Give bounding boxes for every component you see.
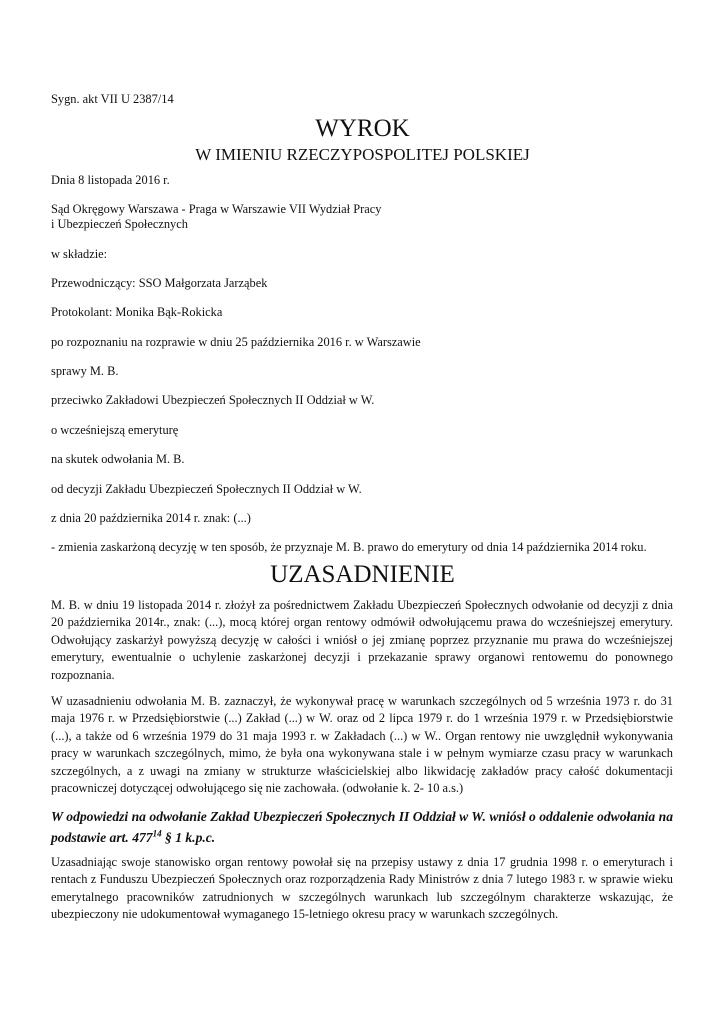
verdict-title: WYROK bbox=[315, 115, 410, 142]
ruling: - zmienia zaskarżoną decyzję w ten sposób, że przyznaje M. B. prawo do emerytury od dnia 14 października 2014 roku. bbox=[51, 540, 647, 554]
justification-paragraph-3 bbox=[51, 806, 673, 848]
court-clerk: Protokolant: Monika Bąk-Rokicka bbox=[51, 305, 223, 319]
case-signature: Sygn. akt VII U 2387/14 bbox=[51, 92, 174, 106]
case-subject: o wcześniejszą emeryturę bbox=[51, 423, 179, 437]
decision-source: od decyzji Zakładu Ubezpieczeń Społecznych II Oddział w W. bbox=[51, 482, 362, 496]
justification-paragraph-4: Uzasadniając swoje stanowisko organ rentowy powołał się na przepisy ustawy z dnia 17 grudnia 1998 r. o emeryturach i rentach z Funduszu Ubezpieczeń Społecznych oraz rozporządzenia Rady Ministrów z dnia 7 lutego 1983 r. w sprawie wieku emerytalnego pracowników zatrudnionych w szczególnych warunkach lub szczególnym charakterze wskazując, że ubezpieczony nie udokumentował wymaganego 15-letniego okresu pracy w warunkach szczególnych. bbox=[51, 855, 673, 922]
justification-paragraph-1: M. B. w dniu 19 listopada 2014 r. złożył za pośrednictwem Zakładu Ubezpieczeń Społecznych odwołanie od decyzji z dnia 20 października 2014r., znak: (...), mocą której organ rentowy odmówił odwołującemu prawa do wcześniejszej emerytury. Odwołujący zaskarżył powyższą decyzję w całości i wniósł o jej zmianę poprzez przyznanie mu prawa do wcześniejszej emerytury, ewentualnie o uchylenie zaskarżonej decyzji i przekazanie sprawy organowi rentowemu do ponownego rozpoznania. bbox=[51, 598, 673, 682]
court-name-line1: Sąd Okręgowy Warszawa - Praga w Warszawie VII Wydział Pracy bbox=[51, 202, 382, 216]
case-party: sprawy M. B. bbox=[51, 364, 119, 378]
paragraph-3-tail: § 1 k.p.c. bbox=[161, 830, 216, 845]
chairperson: Przewodniczący: SSO Małgorzata Jarząbek bbox=[51, 276, 268, 290]
court-name-line2: i Ubezpieczeń Społecznych bbox=[51, 217, 188, 231]
paragraph-3-text: W odpowiedzi na odwołanie Zakład Ubezpieczeń Społecznych II Oddział w W. wniósł o oddalenie odwołania na podstawie art. 477 bbox=[51, 809, 673, 845]
composition-label: w składzie: bbox=[51, 247, 108, 261]
article-superscript: 14 bbox=[152, 828, 162, 839]
hearing-info: po rozpoznaniu na rozprawie w dniu 25 października 2016 r. w Warszawie bbox=[51, 335, 421, 349]
appeal-info: na skutek odwołania M. B. bbox=[51, 452, 185, 466]
justification-title: UZASADNIENIE bbox=[270, 561, 455, 588]
verdict-subtitle: W IMIENIU RZECZYPOSPOLITEJ POLSKIEJ bbox=[195, 145, 530, 164]
justification-paragraph-2: W uzasadnieniu odwołania M. B. zaznaczył, że wykonywał pracę w warunkach szczególnych od 5 września 1973 r. do 31 maja 1976 r. w Przedsiębiorstwie (...) Zakład (...) w W. oraz od 2 lipca 1979 r. do 1 września 1979 r. w Przedsiębiorstwie (...), a także od 6 września 1979 do 31 maja 1993 r. w Zakładach (...) w W.. Organ rentowy nie uwzględnił wykonywania pracy w warunkach szczególnych, mimo, że była ona wykonywana stale i w pełnym wymiarze czasu pracy w warunkach szczególnych, a z uwagi na zmiany w strukturze właścicielskiej albo likwidację zakładów pracy całość dokumentacji pracowniczej dotyczącej odwołującego się nie zachowała. (odwołanie k. 2- 10 a.s.) bbox=[51, 694, 673, 796]
decision-date: z dnia 20 października 2014 r. znak: (...) bbox=[51, 511, 251, 525]
respondent: przeciwko Zakładowi Ubezpieczeń Społecznych II Oddział w W. bbox=[51, 393, 375, 407]
verdict-date: Dnia 8 listopada 2016 r. bbox=[51, 173, 170, 187]
